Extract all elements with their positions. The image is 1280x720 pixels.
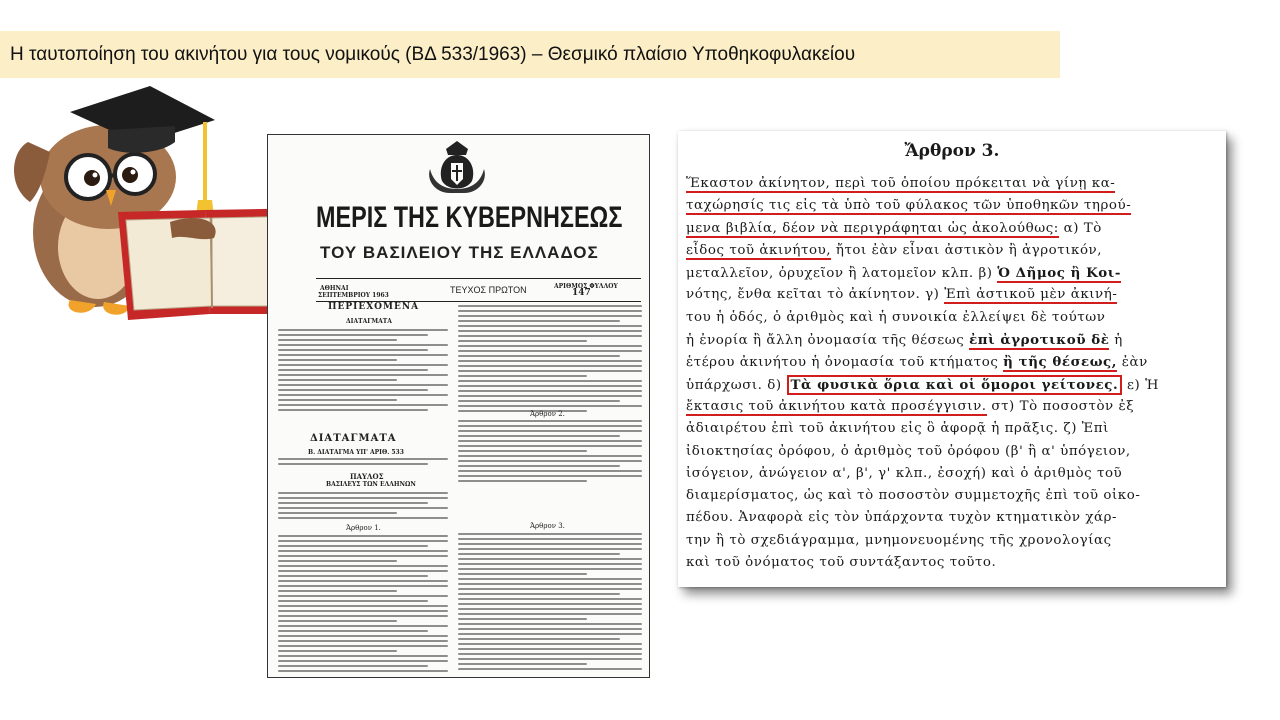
article-line [686,195,1220,217]
gazette-left-text [278,535,448,675]
gazette-issue: ΤΕΥΧΟΣ ΠΡΩΤΟΝ [450,285,527,295]
gazette-contents-heading: ΠΕΡΙΕΧΟΜΕΝΑ [328,302,420,312]
highlight-box: Τὰ φυσικὰ ὅρια καὶ οἱ ὅμοροι γείτονες. [787,375,1123,395]
highlight-underline: ταχώρησίς τις εἰς τὰ ὑπὸ τοῦ φύλακος τῶν ὑποθηκῶν τηρού- [686,198,1132,214]
gazette-subtitle: ΤΟΥ ΒΑΣΙΛΕΙΟΥ ΤΗΣ ΕΛΛΑΔΟΣ [320,243,599,262]
royal-crest-icon [424,139,490,197]
article-line: μενα βιβλία, δέον νὰ περιγράφηται ὡς ἀκολούθως: α) Τὸ [686,220,1102,236]
gazette-sheet-number: 147 [572,288,591,298]
highlight-underline: εἶδος τοῦ ἀκινήτου, [686,242,832,258]
highlight-underline: ἐπὶ ἀγροτικοῦ δὲ [969,332,1110,349]
gazette-decree-intro [278,458,448,472]
article-line: την ἢ τὸ σχεδιάγραμμα, μνημονευομένης τῆς χρονολογίας [686,532,1112,548]
article-line: ὑπάρχωσι. δ) Τὰ φυσικὰ ὅρια καὶ οἱ ὅμοροι γείτονες. ε) Ἡ [686,376,1159,393]
article-line: πέδου. Ἀναφορὰ εἰς τὸν ὑπάρχοντα τυχὸν κτηματικὸν χάρ- [686,510,1118,526]
gazette-page [267,134,650,678]
highlight-underline: μενα βιβλία, δέον νὰ περιγράφηται ὡς ἀκολούθως: [686,220,1059,236]
article-line: ἀδιαιρέτου ἐπὶ τοῦ ἀκινήτου εἰς ὃ ἀφορᾷ ἡ πρᾶξις. ζ) Ἐπὶ [686,421,1109,437]
article-line: του ἡ ὁδός, ὁ ἀριθμὸς καὶ ἡ συνοικία ἐλλείψει δὲ τούτων [686,309,1106,325]
gazette-king-title: ΒΑΣΙΛΕΥΣ ΤΩΝ ΕΛΛΗΝΩΝ [326,481,416,488]
gazette-decrees-small: ΔΙΑΤΑΓΜΑΤΑ [346,318,392,325]
article-line: διαμερίσματος, ὡς καὶ τὸ ποσοστὸν συμμετοχῆς ἐπὶ τοῦ οἰκο- [686,488,1141,504]
gazette-decrees-heading: ΔΙΑΤΑΓΜΑΤΑ [310,433,397,444]
article-line: νότης, ἔνθα κεῖται τὸ ἀκίνητον. γ) Ἐπὶ ἀστικοῦ μὲν ἀκινή- [686,287,1118,303]
gazette-rule [316,278,641,279]
article-line: ἔκτασις τοῦ ἀκινήτου κατὰ προσέγγισιν. στ) Τὸ ποσοστὸν ἐξ [686,398,1135,414]
article-line: ἰδιοκτησίας ὀρόφου, ὁ ἀριθμὸς τοῦ ὀρόφου (β' ἢ α' ὑπόγειον, [686,443,1131,459]
gazette-article-1: Άρθρον 1. [346,524,381,532]
article-line: καὶ τοῦ ὀνόματος τοῦ συντάξαντος τοῦτο. [686,555,997,571]
highlight-underline: Ἕκαστον ἀκίνητον, περὶ τοῦ ὁποίου πρόκειται νὰ γίνῃ κα- [686,176,1116,191]
highlight-underline: ἢ τῆς θέσεως, [1003,354,1117,371]
gazette-masthead: ΜΕΡΙΣ ΤΗΣ ΚΥΒΕΡΝΗΣΕΩΣ [316,201,623,234]
gazette-right-text-mid [458,420,642,520]
highlight-underline: Ἐπὶ ἀστικοῦ μὲν ἀκινή- [944,287,1118,303]
article-heading: Ἄρθρον 3. [904,141,1000,161]
article-line: μεταλλεῖον, ὀρυχεῖον ἢ λατομεῖον κλπ. β) Ὁ Δῆμος ἢ Κοι- [686,265,1121,282]
gazette-date: ΣΕΠΤΕΜΒΡΙΟΥ 1963 [318,292,389,299]
article-line: ἑτέρου ἀκινήτου ἡ ὀνομασία τοῦ κτήματος ἢ τῆς θέσεως, ἐὰν [686,354,1148,371]
article-line [686,173,1220,195]
article-line: ἡ ἐνορία ἢ ἄλλη ὀνομασία τῆς θέσεως ἐπὶ ἀγροτικοῦ δὲ ἡ [686,332,1123,349]
article-line: εἶδος τοῦ ἀκινήτου, ἤτοι ἐὰν εἶναι ἀστικὸν ἢ ἀγροτικόν, [686,242,1103,258]
gazette-sheet-label: ΑΡΙΘΜΟΣ ΦΥΛΛΟΥ [554,283,618,290]
gazette-decree-number: Β. ΔΙΑΤΑΓΜΑ ΥΠ' ΑΡΙΘ. 533 [308,449,404,456]
gazette-preamble [278,492,448,522]
article-3-excerpt [678,131,1226,587]
gazette-right-text-bottom [458,533,642,675]
gazette-article-2: Άρθρον 2. [530,410,565,418]
gazette-place: ΑΘΗΝΑΙ [320,285,349,292]
highlight-underline: Ὁ Δῆμος ἢ Κοι- [997,265,1121,282]
gazette-article-3: Άρθρον 3. [530,522,565,530]
gazette-right-text-top [458,305,642,417]
gazette-king: ΠΑΥΛΟΣ [350,472,384,481]
slide-title: Η ταυτοποίηση του ακινήτου για τους νομικούς (ΒΔ 533/1963) – Θεσμικό πλαίσιο Υποθηκοφυλακείου [0,31,1060,78]
article-body [686,173,1220,574]
highlight-underline: ἔκτασις τοῦ ἀκινήτου κατὰ προσέγγισιν. [686,398,987,414]
gazette-contents-list [278,329,448,419]
article-line: ἰσόγειον, ἀνώγειον α', β', γ' κλπ., ἐσοχή) καὶ ὁ ἀριθμὸς τοῦ [686,465,1123,481]
